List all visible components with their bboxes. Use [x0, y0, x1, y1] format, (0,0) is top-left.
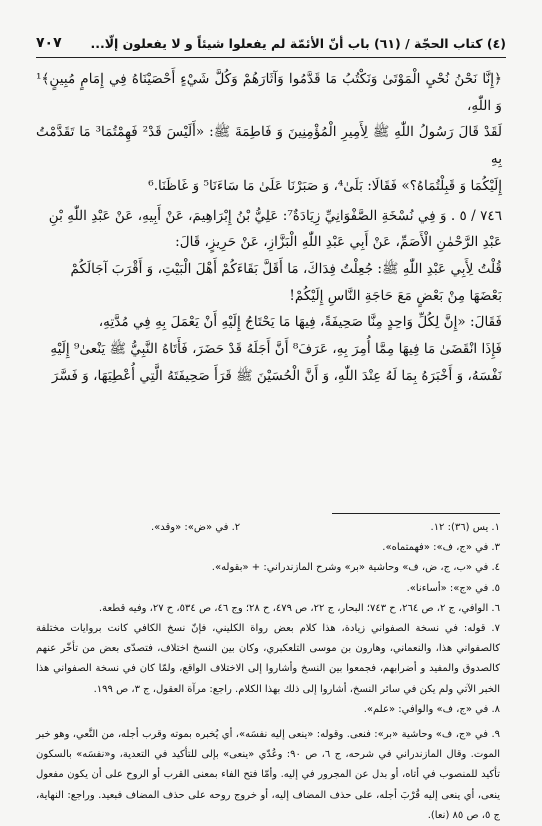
main-text [36, 66, 502, 389]
footnote-separator [332, 513, 500, 514]
page-header [36, 32, 506, 54]
body-line: قُلْتُ لِأَبِي عَبْدِ اللّٰهِ ﷺ: جُعِلْتُ فِدَاكَ، مَا أَقَلَّ بَقَاءَكُمْ أَهْلَ الْبَيْتِ، وَ أَقْرَبَ آجَالَكُمْ [70, 260, 502, 277]
body-line: بَعْضَهَا مِنْ بَعْضٍ مَعَ حَاجَةِ النَّاسِ إِلَيْكُمْ! [289, 287, 502, 304]
footnote-9: ٩. في «ج، ف» وحاشية «بر»: فنعى. وقوله: «ينعى إليه نفسَه»، أي يُخبره بموته وقرب أجله، من النَّعي، وهو خبر الموت. وقال المازندراني في شرحه، ج ٦، ص ٩٠: وعُدّي «ينعى» بإلى للتأكيد في التعدية، و«نفسَه» بالسكون تأكيد للمنصوب في أتاه، أو بدل عن المجرور في إليه. وأمّا فتح الفاء بمعنى القرب أو الروح على أن يكون مفعول ينعى، أي ينعى إليه قُرْبَ أجله، على حذف المضاف إليه، أو خروج روحه على حذف المضاف فبعيد. وراجع: النهاية، ج ٥، ص ٨٥ (نعا). [36, 729, 500, 821]
hadith-heading-line: ٧٤٦ / ٥ . وَ فِي نُسْخَةِ الصَّفْوَانِيِّ زِيَادَةٌ⁷: عَلِيُّ بْنُ إِبْرَاهِيمَ، عَنْ أَبِيهِ، عَنْ عَبْدِ اللّٰهِ بْنِ [48, 207, 502, 224]
footnotes [36, 518, 500, 826]
body-line: فَإِذَا انْقَضَىٰ مَا فِيهَا مِمَّا أُمِرَ بِهِ، عَرَفَ⁸ أَنَّ أَجَلَهُ قَدْ حَضَرَ، فَأَتَاهُ النَّبِيُّ ﷺ يَنْعىٰ⁹ إِلَيْهِ [50, 341, 502, 358]
footnote-4: ٤. في «ب، ج، ض، ف» وحاشية «بر» وشرح المازندراني: + «بقوله». [211, 562, 500, 574]
footnote-2: ٢. في «ض»: «وقد». [150, 522, 241, 533]
footnote-row [36, 518, 500, 538]
body-line: عَبْدِ الرَّحْمٰنِ الْأَصَمِّ، عَنْ أَبِي عَبْدِ اللّٰهِ الْبَزَّازِ، عَنْ حَرِيزٍ، قَالَ: [175, 234, 502, 251]
footnote-3: ٣. في «ج، ف»: «فهمتماه». [382, 542, 500, 554]
footnote-5: ٥. في «ج»: «أساءنا». [406, 582, 500, 594]
footnote-7: ٧. قوله: في نسخة الصفواني زيادة، هذا كلام بعض رواة الكليني، فإنّ نسخ الكافي كانت بروايات مختلفة كالصفواني هذا، والنعماني، وهارون بن موسى التلعكبري، وكان بين النسخ اختلاف، فتصدّى بعض من تأخّر عنهم كالصدوق والمفيد و أضرابهم، فجمعوا بين النسخ وأشاروا إلى الاختلاف الواقع، ولمّا كان في نسخة الصفواني هذا الخبر الآتي ولم يكن في سائر النسخ، أشاروا إلى ذلك بهذا الكلام. راجع: مرآة العقول، ج ٣، ص ١٩٩. [36, 623, 500, 695]
footnote-1: ١. يس (٣٦): ١٢. [430, 522, 500, 533]
header-rule [36, 57, 506, 58]
footnote-8: ٨. في «ج، ف» والوافي: «علم». [363, 703, 500, 715]
running-head: (٤) كتاب الحجّة / (٦١) باب أنّ الأئمّة لم يفعلوا شيئاً و لا يفعلون إلّا... [90, 35, 506, 51]
page-number: ٧٠٧ [36, 35, 62, 51]
body-line: نَفْسَهُ، وَ أَخْبَرَهُ بِمَا لَهُ عِنْدَ اللّٰهِ، وَ أَنَّ الْحُسَيْنَ ﷺ قَرَأَ صَحِيفَتَهُ الَّتِي أُعْطِيَهَا، وَ فَسَّرَ [51, 367, 502, 384]
body-line: إِلَيْكُمَا وَ قَبِلْتُمَاهُ؟» فَقَالَا: بَلَىٰ⁴، وَ صَبَرْنَا عَلَىٰ مَا سَاءَنَا⁵ وَ غَاظَنَا.⁶ [148, 177, 502, 194]
footnote-6: ٦. الوافي، ج ٢، ص ٢٦٤، ح ٧٤٣؛ البحار، ج ٢٢، ص ٤٧٩، ح ٢٨؛ وج ٤٦، ص ٥٣٤، ح ٢٧، وفيه قطعة. [98, 602, 500, 614]
body-line: لَقَدْ قَالَ رَسُولُ اللّٰهِ ﷺ لِأَمِيرِ الْمُؤْمِنِينَ وَ فَاطِمَةَ ﷺ: «أَلَيْسَ قَدْ² فَهِمْتُمَا³ مَا تَقَدَّمْتُ بِهِ [36, 124, 502, 168]
body-line: فَقَالَ: «إِنَّ لِكُلِّ وَاحِدٍ مِنَّا صَحِيفَةً، فِيهَا مَا يَحْتَاجُ إِلَيْهِ أَنْ يَعْمَلَ بِهِ فِي مُدَّتِهِ، [98, 314, 502, 331]
body-line: ﴿إِنَّا نَحْنُ نُحْيِ الْمَوْتَىٰ وَنَكْتُبُ مَا قَدَّمُوا وَآثَارَهُمْ وَكُلَّ شَيْءٍ أَحْصَيْنَاهُ فِي إِمَامٍ مُبِينٍ﴾¹ وَ اللّٰهِ، [36, 71, 502, 114]
